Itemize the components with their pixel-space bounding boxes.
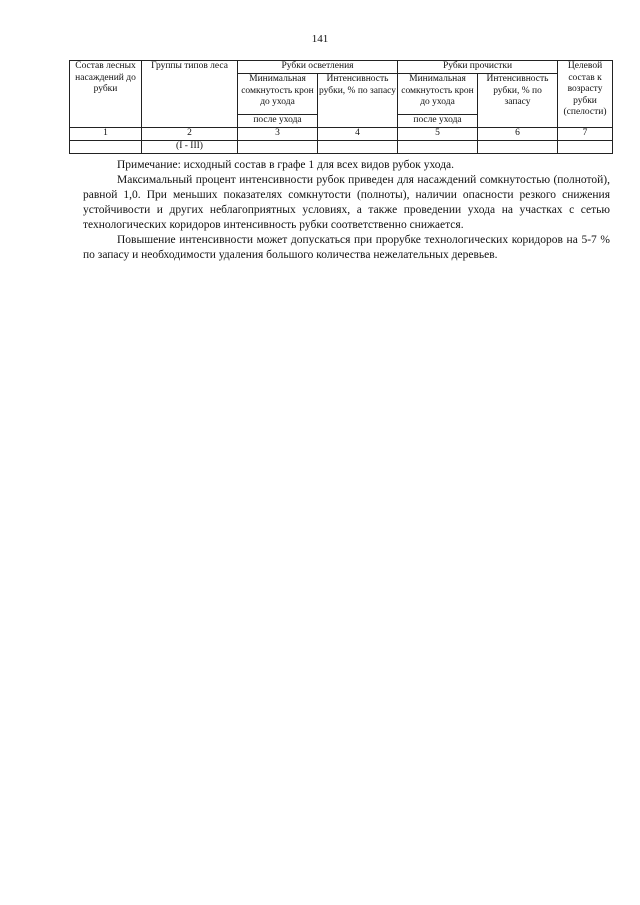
- column-number: 2: [142, 128, 238, 141]
- column-number: 1: [70, 128, 142, 141]
- header-thinning-min-density: Минимальная сомкнутость крон до ухода: [238, 74, 318, 115]
- column-number: 6: [478, 128, 558, 141]
- table-cell: [398, 141, 478, 154]
- header-initial-composition: Состав лесных насаждений до рубки: [70, 61, 142, 128]
- table-cell: [558, 141, 613, 154]
- paragraph-intensity-increase: Повышение интенсивности может допускаться при прорубке технологических коридоров на 5-7 % по запасу и необходимости удаления большого количества нежелательных деревьев.: [83, 234, 610, 261]
- header-forest-type-groups: Группы типов леса: [142, 61, 238, 128]
- table-cell: [478, 141, 558, 154]
- page-number: 141: [311, 33, 329, 45]
- column-number: 4: [318, 128, 398, 141]
- table-cell-forest-type: (I - III): [142, 141, 238, 154]
- paragraph-max-intensity: Максимальный процент интенсивности рубок приведен для насаждений сомкнутостью (полнотой), равной 1,0. При меньших показателях сомкнутости (полноты), наличии опасности резкого снижения устойчивости и других неблагоприятных условиях, а также проведении ухода на участках с сетью технологических коридоров интенсивность рубки соответственно снижается.: [83, 174, 610, 231]
- table-note: Примечание: исходный состав в графе 1 для всех видов рубок ухода.: [117, 159, 455, 171]
- table-cell: [238, 141, 318, 154]
- header-thinning-after-care: после ухода: [238, 115, 318, 128]
- column-number: 7: [558, 128, 613, 141]
- table-cell: [70, 141, 142, 154]
- header-cleaning-group: Рубки прочистки: [398, 61, 558, 74]
- header-cleaning-intensity: Интенсивность рубки, % по запасу: [478, 74, 558, 128]
- body-text: [83, 158, 610, 263]
- column-number: 5: [398, 128, 478, 141]
- header-target-composition: Целевой состав к возрасту рубки (спелости): [558, 61, 613, 128]
- header-cleaning-after-care: после ухода: [398, 115, 478, 128]
- header-cleaning-min-density: Минимальная сомкнутость крон до ухода: [398, 74, 478, 115]
- forest-care-table: [69, 60, 613, 154]
- column-number-row: [70, 128, 613, 141]
- header-thinning-group: Рубки осветления: [238, 61, 398, 74]
- header-thinning-intensity: Интенсивность рубки, % по запасу: [318, 74, 398, 128]
- column-number: 3: [238, 128, 318, 141]
- table-row: [70, 141, 613, 154]
- table-cell: [318, 141, 398, 154]
